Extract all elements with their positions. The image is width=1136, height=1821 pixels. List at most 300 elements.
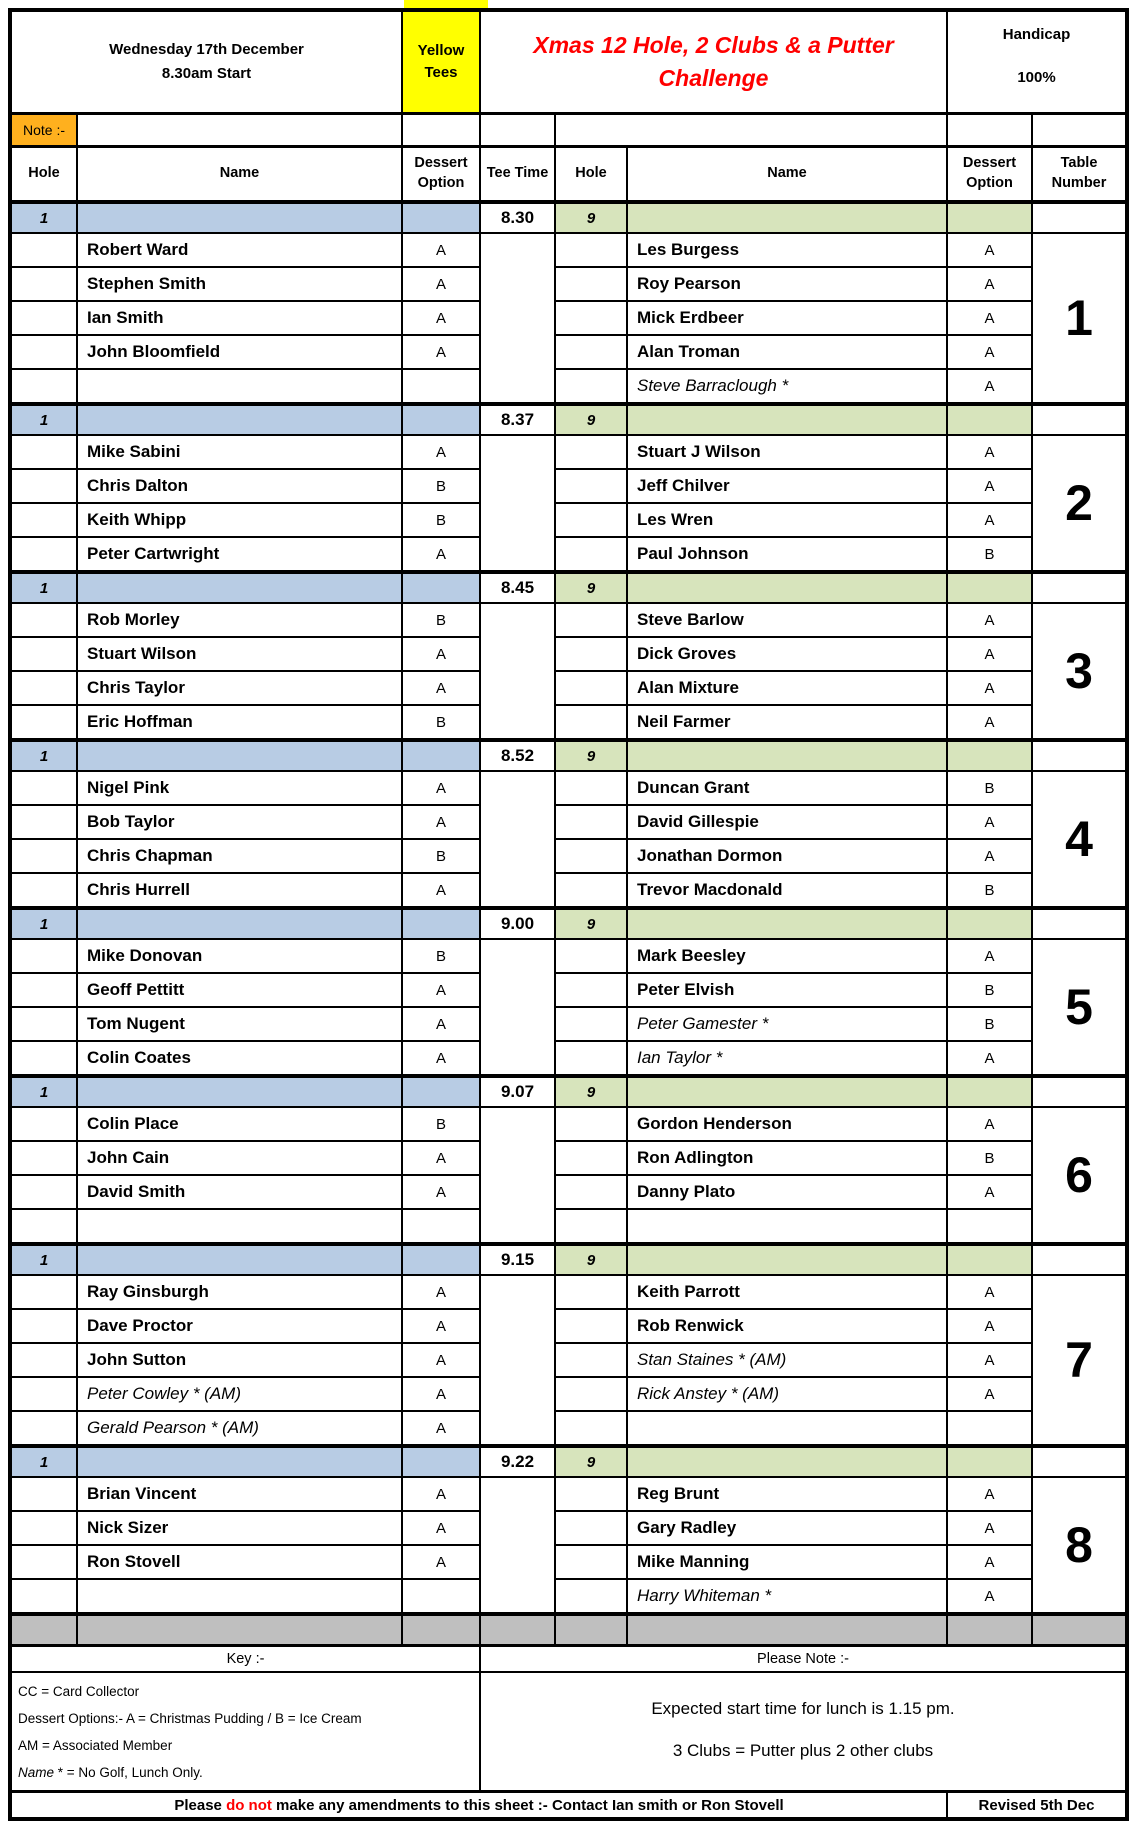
group-header-row	[10, 740, 1127, 771]
player-name-right: Stan Staines * (AM)	[627, 1343, 947, 1377]
column-header-hole-right: Hole	[555, 147, 627, 203]
group-spacer	[402, 1244, 480, 1275]
dessert-option-right: B	[947, 537, 1032, 572]
table-number: 4	[1032, 771, 1127, 908]
group-header-row	[10, 1076, 1127, 1107]
dessert-option-right: A	[947, 301, 1032, 335]
player-name-left: Stephen Smith	[77, 267, 402, 301]
dessert-option-left: A	[402, 771, 480, 805]
group-spacer	[947, 908, 1032, 939]
player-row	[10, 233, 1127, 267]
dessert-option-left: A	[402, 1343, 480, 1377]
player-row	[10, 1477, 1127, 1511]
dessert-option-left: A	[402, 1041, 480, 1076]
player-name-left: Chris Chapman	[77, 839, 402, 873]
group-spacer	[947, 740, 1032, 771]
please-note-body	[480, 1672, 1127, 1792]
table-number-header-spacer	[1032, 740, 1127, 771]
note-empty-6	[1032, 114, 1127, 147]
player-name-left: Mike Sabini	[77, 435, 402, 469]
player-name-right: Mike Manning	[627, 1545, 947, 1579]
table-number: 5	[1032, 939, 1127, 1076]
event-date-line1: Wednesday 17th December	[109, 41, 304, 58]
table-number: 7	[1032, 1275, 1127, 1446]
table-number-header-spacer	[1032, 404, 1127, 435]
hole-cell-right	[555, 1175, 627, 1209]
group-spacer	[77, 202, 402, 233]
player-name-left: Chris Taylor	[77, 671, 402, 705]
hole-cell-left	[10, 1007, 77, 1041]
dessert-option-right: B	[947, 771, 1032, 805]
hole-cell-left	[10, 771, 77, 805]
player-name-right: Rick Anstey * (AM)	[627, 1377, 947, 1411]
group-header-row	[10, 572, 1127, 603]
hole-cell-left	[10, 435, 77, 469]
hole-cell-right	[555, 1141, 627, 1175]
player-row	[10, 301, 1127, 335]
hole-cell-right	[555, 1545, 627, 1579]
dessert-option-right: A	[947, 1343, 1032, 1377]
player-name-left: Brian Vincent	[77, 1477, 402, 1511]
player-name-left: Robert Ward	[77, 233, 402, 267]
hole-cell-right	[555, 301, 627, 335]
group-spacer	[627, 908, 947, 939]
player-name-left: Keith Whipp	[77, 503, 402, 537]
player-row	[10, 1275, 1127, 1309]
hole-number-left: 1	[10, 1076, 77, 1107]
gray-cell	[555, 1614, 627, 1646]
group-spacer	[627, 1446, 947, 1477]
dessert-option-left: A	[402, 671, 480, 705]
column-header-name-left: Name	[77, 147, 402, 203]
hole-cell-left	[10, 1343, 77, 1377]
player-name-right: Gary Radley	[627, 1511, 947, 1545]
gray-cell	[10, 1614, 77, 1646]
player-row	[10, 1377, 1127, 1411]
dessert-option-right: A	[947, 939, 1032, 973]
tee-time-merged-cell	[480, 939, 555, 1076]
table-number-header-spacer	[1032, 1446, 1127, 1477]
tee-time-cell: 8.30	[480, 202, 555, 233]
player-name-left: David Smith	[77, 1175, 402, 1209]
group-spacer	[947, 572, 1032, 603]
player-name-left: Bob Taylor	[77, 805, 402, 839]
handicap-cell	[947, 10, 1127, 114]
player-row	[10, 603, 1127, 637]
player-name-left: John Bloomfield	[77, 335, 402, 369]
tee-time-cell: 8.37	[480, 404, 555, 435]
hole-cell-right	[555, 369, 627, 404]
dessert-option-left: A	[402, 1477, 480, 1511]
hole-cell-right	[555, 1107, 627, 1141]
hole-cell-left	[10, 301, 77, 335]
handicap-value: 100%	[1017, 69, 1056, 86]
hole-cell-right	[555, 1511, 627, 1545]
hole-cell-left	[10, 1275, 77, 1309]
dessert-option-right	[947, 1209, 1032, 1244]
player-name-right: Jonathan Dormon	[627, 839, 947, 873]
key-line-3: AM = Associated Member	[18, 1738, 173, 1753]
hole-cell-left	[10, 939, 77, 973]
player-name-right: Les Wren	[627, 503, 947, 537]
hole-cell-left	[10, 671, 77, 705]
hole-cell-right	[555, 705, 627, 740]
player-row	[10, 1107, 1127, 1141]
player-name-left: Mike Donovan	[77, 939, 402, 973]
player-name-right: Ron Adlington	[627, 1141, 947, 1175]
tee-time-cell: 9.22	[480, 1446, 555, 1477]
dessert-option-right: A	[947, 503, 1032, 537]
player-row	[10, 1041, 1127, 1076]
player-row	[10, 1007, 1127, 1041]
player-name-left: John Sutton	[77, 1343, 402, 1377]
player-row	[10, 369, 1127, 404]
player-name-left: Ian Smith	[77, 301, 402, 335]
tee-sheet-table	[8, 8, 1129, 1821]
group-spacer	[947, 1244, 1032, 1275]
tee-time-cell: 9.15	[480, 1244, 555, 1275]
key-header-row	[10, 1646, 1127, 1673]
group-spacer	[947, 404, 1032, 435]
hole-cell-left	[10, 1511, 77, 1545]
hole-number-right: 9	[555, 404, 627, 435]
dessert-option-left: B	[402, 839, 480, 873]
dessert-option-left: A	[402, 1275, 480, 1309]
please-note-header: Please Note :-	[480, 1646, 1127, 1673]
group-spacer	[402, 202, 480, 233]
hole-cell-right	[555, 1579, 627, 1614]
player-row	[10, 469, 1127, 503]
player-name-right: Reg Brunt	[627, 1477, 947, 1511]
player-name-left: Gerald Pearson * (AM)	[77, 1411, 402, 1446]
key-body-row	[10, 1672, 1127, 1792]
note-row	[10, 114, 1127, 147]
note-empty-1	[77, 114, 402, 147]
hole-cell-left	[10, 1545, 77, 1579]
key-header: Key :-	[10, 1646, 480, 1673]
event-start-time: 8.30am Start	[161, 65, 252, 82]
hole-cell-right	[555, 873, 627, 908]
group-header-row	[10, 1244, 1127, 1275]
dessert-option-right: A	[947, 469, 1032, 503]
hole-cell-left	[10, 369, 77, 404]
group-spacer	[402, 740, 480, 771]
hole-cell-right	[555, 771, 627, 805]
player-name-right: Danny Plato	[627, 1175, 947, 1209]
hole-cell-right	[555, 603, 627, 637]
hole-cell-left	[10, 973, 77, 1007]
dessert-option-left: A	[402, 1175, 480, 1209]
key-line-2: Dessert Options:- A = Christmas Pudding / B = Ice Cream	[18, 1711, 362, 1726]
dessert-option-left: B	[402, 469, 480, 503]
group-spacer	[627, 1076, 947, 1107]
player-row	[10, 267, 1127, 301]
player-name-right: Mick Erdbeer	[627, 301, 947, 335]
player-name-left: Nigel Pink	[77, 771, 402, 805]
dessert-option-left: A	[402, 805, 480, 839]
player-row	[10, 805, 1127, 839]
player-name-left: Rob Morley	[77, 603, 402, 637]
hole-cell-left	[10, 537, 77, 572]
player-name-left: Ray Ginsburgh	[77, 1275, 402, 1309]
dessert-option-right: A	[947, 369, 1032, 404]
dessert-option-left	[402, 1209, 480, 1244]
group-spacer	[77, 1244, 402, 1275]
hole-cell-left	[10, 233, 77, 267]
group-spacer	[627, 202, 947, 233]
dessert-option-left: A	[402, 1007, 480, 1041]
note-label: Note :-	[10, 114, 77, 147]
tees-cell	[402, 10, 480, 114]
hole-number-right: 9	[555, 1446, 627, 1477]
clubs-rule-note: 3 Clubs = Putter plus 2 other clubs	[672, 1741, 934, 1760]
player-row	[10, 1141, 1127, 1175]
note-empty-3	[480, 114, 555, 147]
tees-line1: Yellow	[417, 42, 465, 59]
table-number-header-spacer	[1032, 572, 1127, 603]
hole-number-left: 1	[10, 572, 77, 603]
group-spacer	[402, 1446, 480, 1477]
dessert-option-right: A	[947, 267, 1032, 301]
hole-cell-left	[10, 839, 77, 873]
player-row	[10, 873, 1127, 908]
player-row	[10, 1511, 1127, 1545]
top-header-row	[10, 10, 1127, 114]
player-name-right: Roy Pearson	[627, 267, 947, 301]
dessert-option-right: A	[947, 603, 1032, 637]
dessert-option-left: A	[402, 1141, 480, 1175]
tee-time-merged-cell	[480, 1477, 555, 1614]
dessert-option-right: A	[947, 1579, 1032, 1614]
player-name-left: Geoff Pettitt	[77, 973, 402, 1007]
player-name-left: Eric Hoffman	[77, 705, 402, 740]
note-empty-4	[555, 114, 947, 147]
player-name-right: Peter Elvish	[627, 973, 947, 1007]
player-row	[10, 705, 1127, 740]
player-name-left: Tom Nugent	[77, 1007, 402, 1041]
group-spacer	[947, 1076, 1032, 1107]
dessert-option-left: A	[402, 1545, 480, 1579]
hole-cell-right	[555, 469, 627, 503]
hole-cell-left	[10, 1107, 77, 1141]
hole-cell-right	[555, 637, 627, 671]
hole-cell-right	[555, 503, 627, 537]
dessert-option-right: B	[947, 1007, 1032, 1041]
group-spacer	[77, 908, 402, 939]
group-header-row	[10, 202, 1127, 233]
hole-number-left: 1	[10, 1244, 77, 1275]
dessert-option-left: A	[402, 301, 480, 335]
player-name-left: Chris Dalton	[77, 469, 402, 503]
hole-cell-right	[555, 1343, 627, 1377]
hole-cell-left	[10, 873, 77, 908]
group-spacer	[627, 1244, 947, 1275]
gray-cell	[480, 1614, 555, 1646]
tee-time-merged-cell	[480, 1107, 555, 1244]
player-name-left	[77, 1579, 402, 1614]
hole-cell-left	[10, 705, 77, 740]
tee-time-cell: 9.00	[480, 908, 555, 939]
dessert-option-left: A	[402, 537, 480, 572]
hole-number-right: 9	[555, 908, 627, 939]
group-header-row	[10, 1446, 1127, 1477]
hole-cell-left	[10, 335, 77, 369]
player-name-right: Alan Mixture	[627, 671, 947, 705]
dessert-option-right: A	[947, 435, 1032, 469]
player-name-right: Stuart J Wilson	[627, 435, 947, 469]
hole-cell-right	[555, 1309, 627, 1343]
hole-cell-right	[555, 435, 627, 469]
dessert-option-right: A	[947, 805, 1032, 839]
player-row	[10, 435, 1127, 469]
player-row	[10, 973, 1127, 1007]
tee-time-merged-cell	[480, 435, 555, 572]
player-name-right: Paul Johnson	[627, 537, 947, 572]
player-name-left: Chris Hurrell	[77, 873, 402, 908]
hole-number-left: 1	[10, 1446, 77, 1477]
table-number: 2	[1032, 435, 1127, 572]
tee-time-merged-cell	[480, 1275, 555, 1446]
player-name-left: Colin Place	[77, 1107, 402, 1141]
event-title-line1: Xmas 12 Hole, 2 Clubs & a Putter	[533, 32, 894, 58]
group-spacer	[402, 572, 480, 603]
dessert-option-left: A	[402, 1411, 480, 1446]
player-name-right: Alan Troman	[627, 335, 947, 369]
dessert-option-left: A	[402, 435, 480, 469]
key-line-1: CC = Card Collector	[18, 1684, 140, 1699]
tee-time-cell: 8.45	[480, 572, 555, 603]
group-spacer	[627, 740, 947, 771]
tee-time-merged-cell	[480, 771, 555, 908]
hole-cell-left	[10, 503, 77, 537]
amendments-notice: Please do not make any amendments to this sheet :- Contact Ian smith or Ron Stovell	[10, 1792, 947, 1820]
hole-cell-left	[10, 267, 77, 301]
hole-cell-left	[10, 1579, 77, 1614]
player-name-right: Trevor Macdonald	[627, 873, 947, 908]
dessert-option-left: B	[402, 705, 480, 740]
player-row	[10, 1579, 1127, 1614]
note-empty-5	[947, 114, 1032, 147]
hole-cell-left	[10, 603, 77, 637]
hole-cell-right	[555, 1209, 627, 1244]
dessert-option-left: B	[402, 939, 480, 973]
player-name-right: Peter Gamester *	[627, 1007, 947, 1041]
hole-cell-left	[10, 1477, 77, 1511]
gray-cell	[402, 1614, 480, 1646]
player-row	[10, 1209, 1127, 1244]
tee-time-cell: 8.52	[480, 740, 555, 771]
hole-number-left: 1	[10, 202, 77, 233]
column-header-tee-time: Tee Time	[480, 147, 555, 203]
table-number: 1	[1032, 233, 1127, 404]
column-header-dessert-left: Dessert Option	[402, 147, 480, 203]
player-row	[10, 503, 1127, 537]
group-spacer	[77, 1076, 402, 1107]
dessert-option-left: A	[402, 973, 480, 1007]
player-name-right	[627, 1209, 947, 1244]
hole-cell-left	[10, 1377, 77, 1411]
player-name-left: Peter Cowley * (AM)	[77, 1377, 402, 1411]
hole-cell-right	[555, 1477, 627, 1511]
dessert-option-right: A	[947, 705, 1032, 740]
note-empty-2	[402, 114, 480, 147]
group-spacer	[627, 572, 947, 603]
dessert-option-right: A	[947, 1545, 1032, 1579]
player-name-right: Neil Farmer	[627, 705, 947, 740]
hole-cell-right	[555, 671, 627, 705]
handicap-label: Handicap	[1002, 26, 1071, 43]
hole-number-right: 9	[555, 740, 627, 771]
dessert-option-right: B	[947, 873, 1032, 908]
player-name-left	[77, 1209, 402, 1244]
player-row	[10, 537, 1127, 572]
hole-cell-left	[10, 805, 77, 839]
hole-cell-right	[555, 1007, 627, 1041]
player-name-right: Steve Barraclough *	[627, 369, 947, 404]
player-row	[10, 1343, 1127, 1377]
dessert-option-right: A	[947, 1511, 1032, 1545]
table-number-header-spacer	[1032, 202, 1127, 233]
table-number-header-spacer	[1032, 1076, 1127, 1107]
event-date-cell	[10, 10, 402, 114]
player-name-left: Colin Coates	[77, 1041, 402, 1076]
dessert-option-right: A	[947, 839, 1032, 873]
hole-cell-left	[10, 469, 77, 503]
hole-cell-left	[10, 1041, 77, 1076]
dessert-option-left: A	[402, 873, 480, 908]
column-header-table-number: Table Number	[1032, 147, 1127, 203]
do-not-emphasis: do not	[226, 1796, 272, 1814]
tee-time-merged-cell	[480, 233, 555, 404]
hole-cell-left	[10, 1411, 77, 1446]
player-name-left: Stuart Wilson	[77, 637, 402, 671]
hole-number-left: 1	[10, 740, 77, 771]
hole-cell-right	[555, 537, 627, 572]
player-name-left	[77, 369, 402, 404]
hole-cell-left	[10, 1209, 77, 1244]
gray-cell	[1032, 1614, 1127, 1646]
player-row	[10, 939, 1127, 973]
tee-time-cell: 9.07	[480, 1076, 555, 1107]
table-number-header-spacer	[1032, 1244, 1127, 1275]
gray-cell	[77, 1614, 402, 1646]
player-name-left: Peter Cartwright	[77, 537, 402, 572]
hole-number-right: 9	[555, 1076, 627, 1107]
dessert-option-left: B	[402, 503, 480, 537]
group-spacer	[947, 1446, 1032, 1477]
hole-cell-right	[555, 839, 627, 873]
dessert-option-right: A	[947, 233, 1032, 267]
player-row	[10, 637, 1127, 671]
hole-number-right: 9	[555, 202, 627, 233]
dessert-option-right: B	[947, 973, 1032, 1007]
group-spacer	[77, 404, 402, 435]
dessert-option-left: A	[402, 1377, 480, 1411]
player-name-right: Dick Groves	[627, 637, 947, 671]
hole-cell-left	[10, 1141, 77, 1175]
dessert-option-right: A	[947, 637, 1032, 671]
group-header-row	[10, 908, 1127, 939]
hole-cell-right	[555, 233, 627, 267]
key-body	[10, 1672, 480, 1792]
dessert-option-left: A	[402, 335, 480, 369]
dessert-option-left: A	[402, 637, 480, 671]
hole-cell-left	[10, 1175, 77, 1209]
hole-cell-left	[10, 1309, 77, 1343]
hole-cell-right	[555, 1377, 627, 1411]
group-spacer	[947, 202, 1032, 233]
group-spacer	[402, 404, 480, 435]
